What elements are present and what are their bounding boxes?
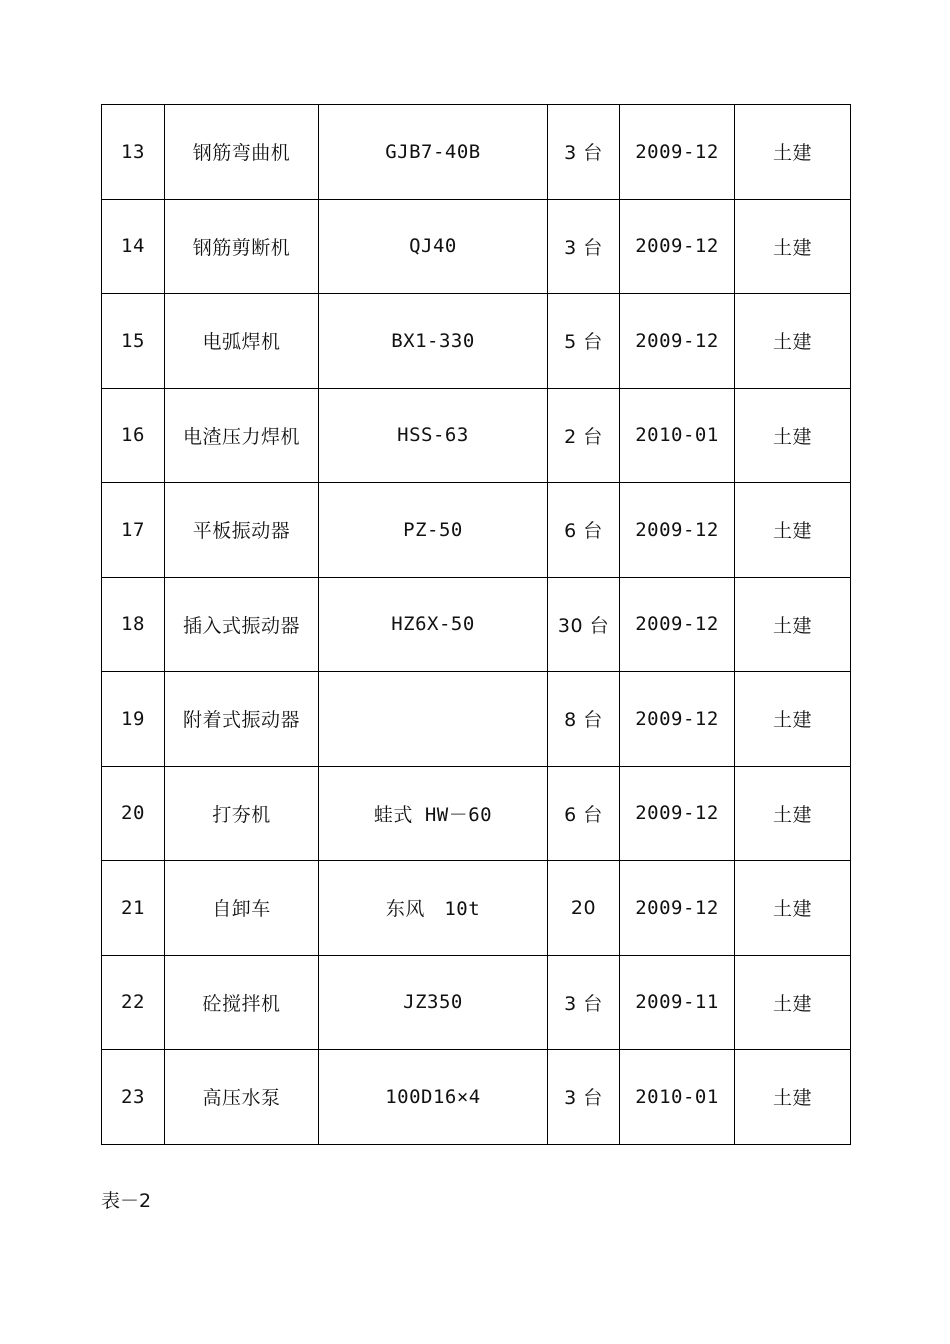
equipment-name-cell: 钢筋剪断机 bbox=[165, 199, 319, 294]
row-number-cell: 15 bbox=[102, 294, 165, 389]
row-number-cell: 18 bbox=[102, 577, 165, 672]
quantity-cell: 3 台 bbox=[548, 955, 620, 1050]
table-caption: 表－2 bbox=[101, 1190, 152, 1212]
model-cell: HSS-63 bbox=[319, 388, 548, 483]
model-cell: GJB7-40B bbox=[319, 105, 548, 200]
equipment-name-cell: 砼搅拌机 bbox=[165, 955, 319, 1050]
equipment-name-cell: 电渣压力焊机 bbox=[165, 388, 319, 483]
department-cell: 土建 bbox=[735, 955, 851, 1050]
quantity-cell: 20 bbox=[548, 861, 620, 956]
equipment-table bbox=[101, 104, 851, 1145]
model-cell: BX1-330 bbox=[319, 294, 548, 389]
model-cell: 100D16×4 bbox=[319, 1050, 548, 1145]
quantity-cell: 2 台 bbox=[548, 388, 620, 483]
quantity-cell: 6 台 bbox=[548, 766, 620, 861]
row-number-cell: 17 bbox=[102, 483, 165, 578]
date-cell: 2009-12 bbox=[620, 861, 735, 956]
model-cell: 蛙式 HW－60 bbox=[319, 766, 548, 861]
date-cell: 2009-12 bbox=[620, 672, 735, 767]
model-cell bbox=[319, 672, 548, 767]
equipment-table-body bbox=[102, 105, 851, 1145]
table-row bbox=[102, 577, 851, 672]
department-cell: 土建 bbox=[735, 388, 851, 483]
row-number-cell: 23 bbox=[102, 1050, 165, 1145]
date-cell: 2009-11 bbox=[620, 955, 735, 1050]
date-cell: 2010-01 bbox=[620, 1050, 735, 1145]
model-cell: HZ6X-50 bbox=[319, 577, 548, 672]
model-cell: PZ-50 bbox=[319, 483, 548, 578]
department-cell: 土建 bbox=[735, 105, 851, 200]
quantity-cell: 3 台 bbox=[548, 1050, 620, 1145]
row-number-cell: 13 bbox=[102, 105, 165, 200]
table-row bbox=[102, 766, 851, 861]
quantity-cell: 3 台 bbox=[548, 105, 620, 200]
equipment-name-cell: 平板振动器 bbox=[165, 483, 319, 578]
table-row bbox=[102, 105, 851, 200]
date-cell: 2010-01 bbox=[620, 388, 735, 483]
date-cell: 2009-12 bbox=[620, 577, 735, 672]
department-cell: 土建 bbox=[735, 199, 851, 294]
row-number-cell: 14 bbox=[102, 199, 165, 294]
department-cell: 土建 bbox=[735, 577, 851, 672]
table-row bbox=[102, 388, 851, 483]
date-cell: 2009-12 bbox=[620, 483, 735, 578]
table-row bbox=[102, 955, 851, 1050]
row-number-cell: 22 bbox=[102, 955, 165, 1050]
quantity-cell: 5 台 bbox=[548, 294, 620, 389]
row-number-cell: 16 bbox=[102, 388, 165, 483]
model-cell: JZ350 bbox=[319, 955, 548, 1050]
equipment-name-cell: 附着式振动器 bbox=[165, 672, 319, 767]
equipment-name-cell: 插入式振动器 bbox=[165, 577, 319, 672]
date-cell: 2009-12 bbox=[620, 766, 735, 861]
quantity-cell: 30 台 bbox=[548, 577, 620, 672]
row-number-cell: 19 bbox=[102, 672, 165, 767]
table-row bbox=[102, 861, 851, 956]
equipment-name-cell: 高压水泵 bbox=[165, 1050, 319, 1145]
department-cell: 土建 bbox=[735, 861, 851, 956]
row-number-cell: 20 bbox=[102, 766, 165, 861]
date-cell: 2009-12 bbox=[620, 294, 735, 389]
department-cell: 土建 bbox=[735, 672, 851, 767]
table-row bbox=[102, 672, 851, 767]
table-row bbox=[102, 199, 851, 294]
quantity-cell: 8 台 bbox=[548, 672, 620, 767]
model-cell: QJ40 bbox=[319, 199, 548, 294]
equipment-name-cell: 钢筋弯曲机 bbox=[165, 105, 319, 200]
equipment-name-cell: 自卸车 bbox=[165, 861, 319, 956]
table-row bbox=[102, 1050, 851, 1145]
equipment-name-cell: 打夯机 bbox=[165, 766, 319, 861]
quantity-cell: 3 台 bbox=[548, 199, 620, 294]
department-cell: 土建 bbox=[735, 483, 851, 578]
row-number-cell: 21 bbox=[102, 861, 165, 956]
table-row bbox=[102, 294, 851, 389]
quantity-cell: 6 台 bbox=[548, 483, 620, 578]
department-cell: 土建 bbox=[735, 766, 851, 861]
date-cell: 2009-12 bbox=[620, 199, 735, 294]
date-cell: 2009-12 bbox=[620, 105, 735, 200]
model-cell: 东风 10t bbox=[319, 861, 548, 956]
department-cell: 土建 bbox=[735, 1050, 851, 1145]
department-cell: 土建 bbox=[735, 294, 851, 389]
equipment-name-cell: 电弧焊机 bbox=[165, 294, 319, 389]
table-row bbox=[102, 483, 851, 578]
